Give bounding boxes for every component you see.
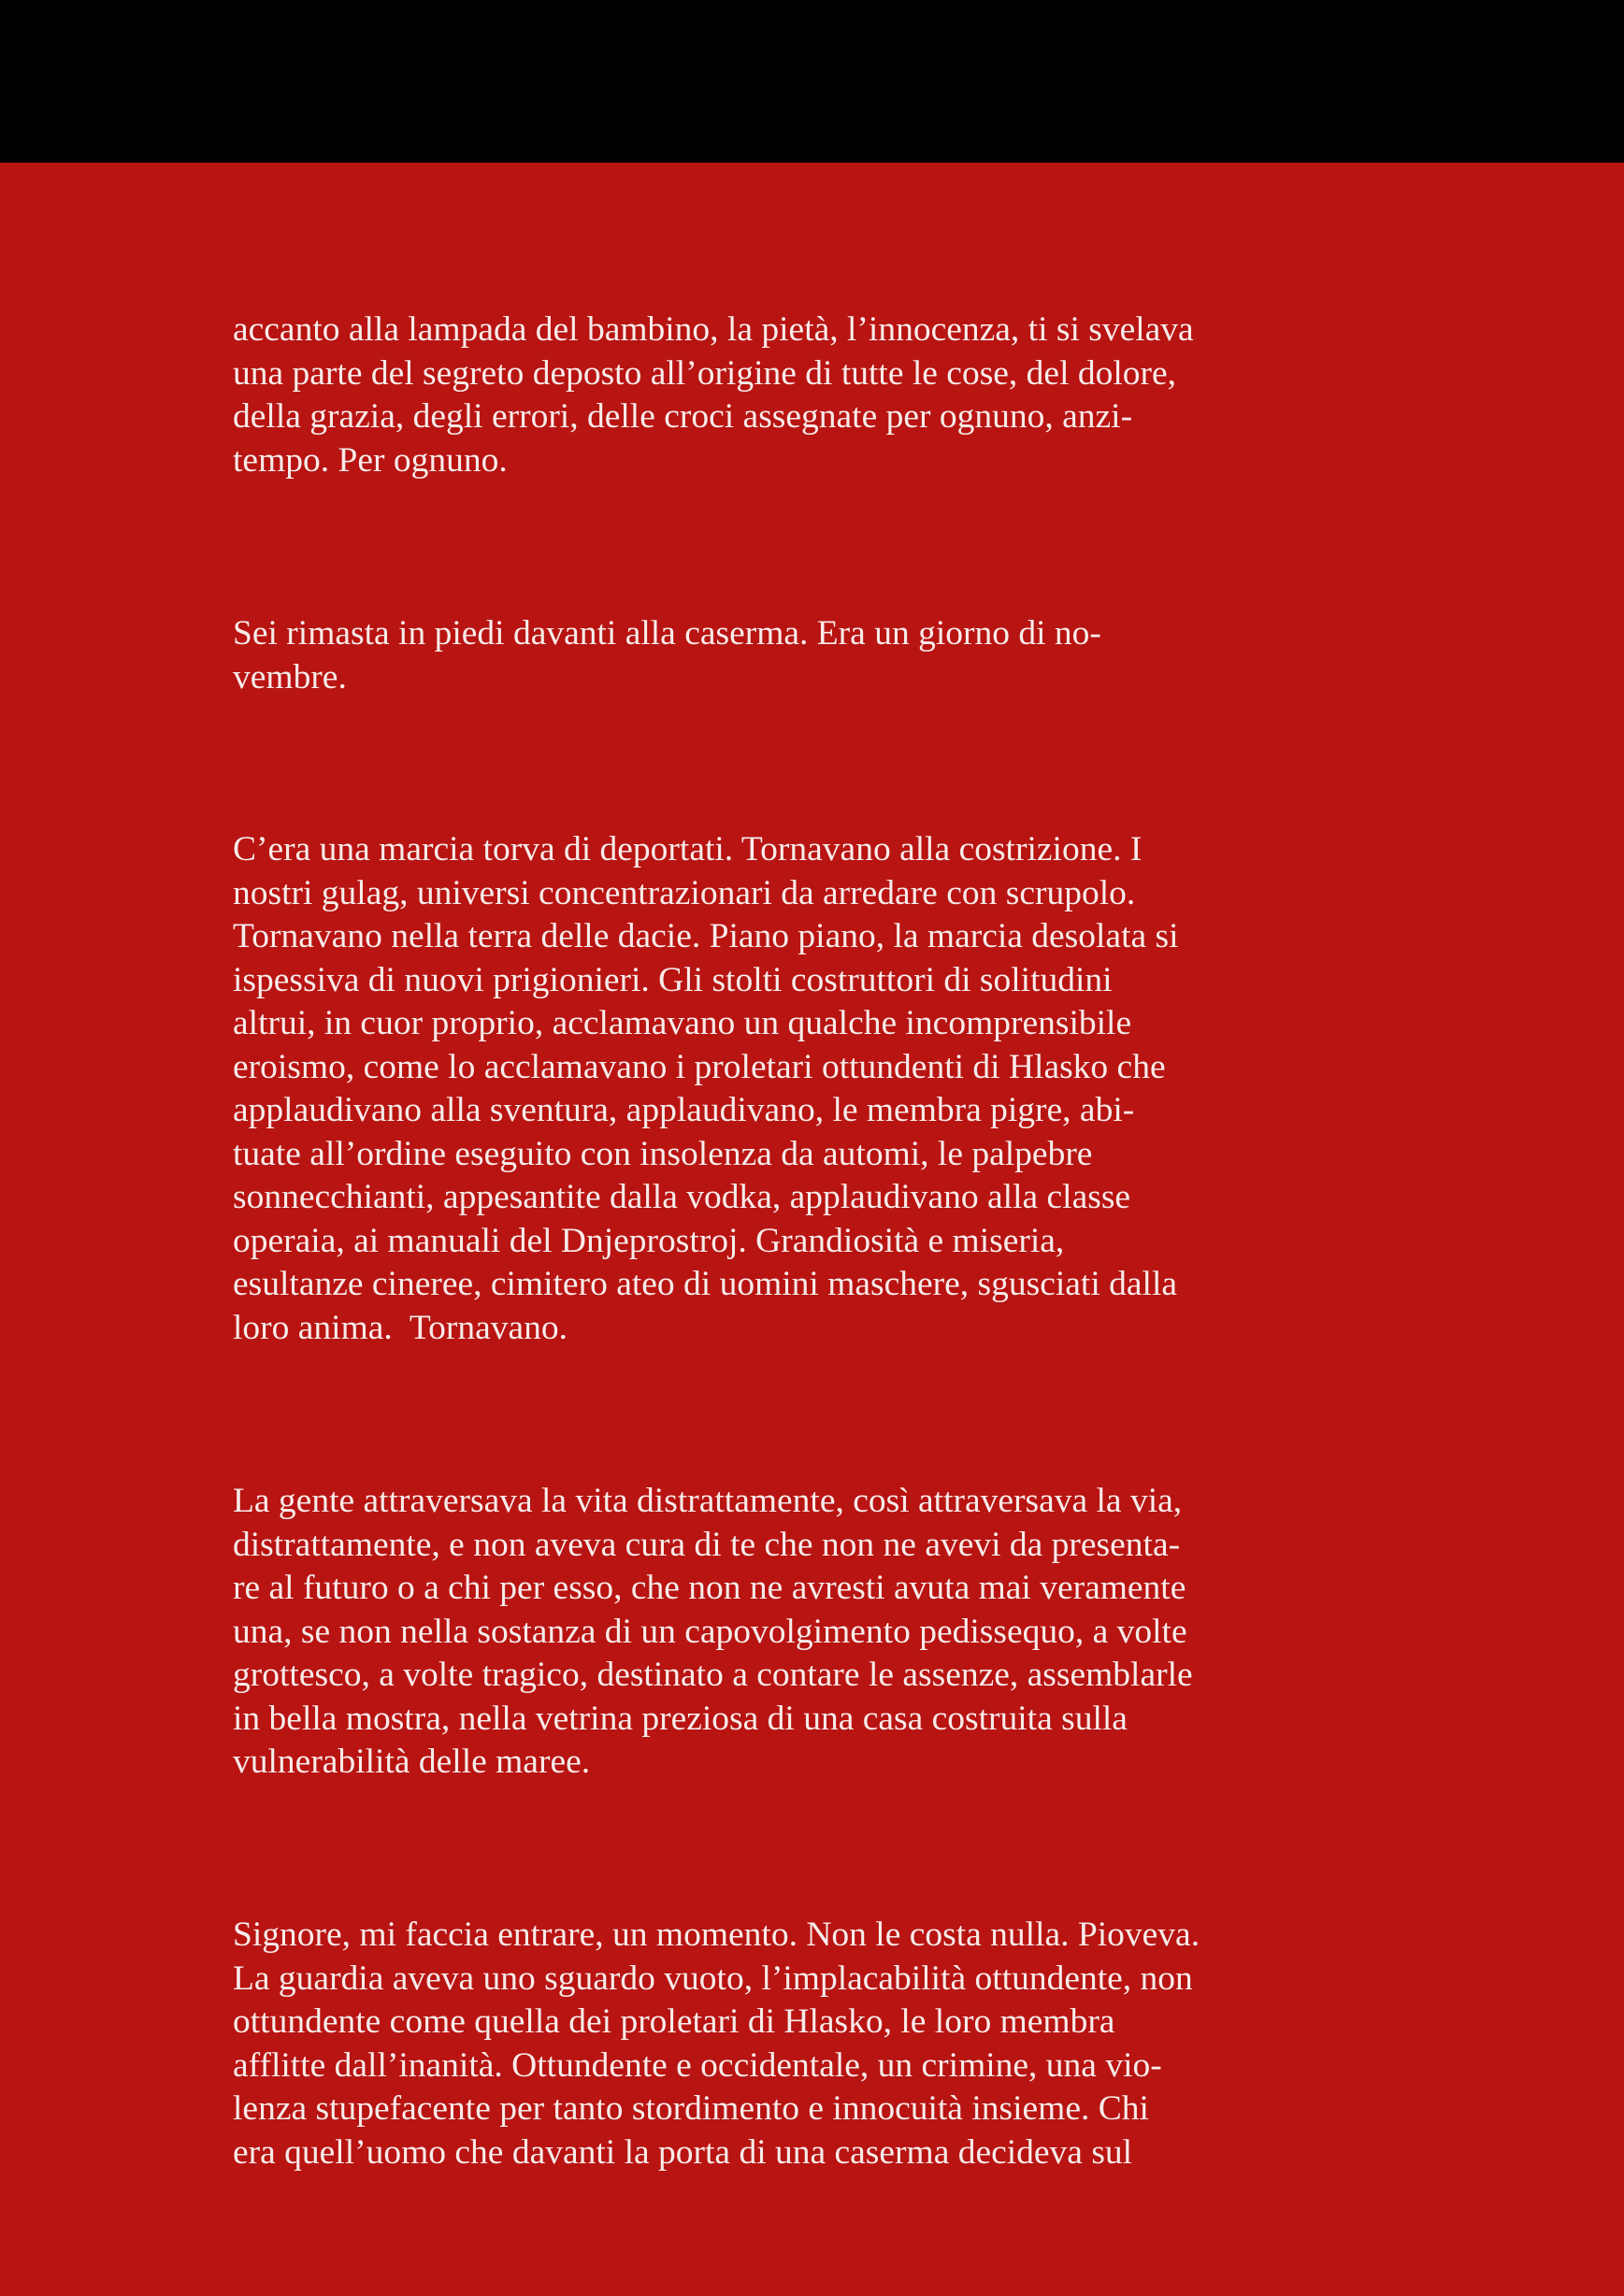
text-line: nostri gulag, universi concentrazionari da arredare con scrupolo. xyxy=(233,873,1136,912)
text-line: lenza stupefacente per tanto stordimento e innocuità insieme. Chi xyxy=(233,2089,1149,2128)
text-line: loro anima. Tornavano. xyxy=(233,1308,568,1347)
paragraph-2 xyxy=(233,612,1392,699)
text-line: altrui, in cuor proprio, acclamavano un qualche incomprensibile xyxy=(233,1004,1132,1042)
text-line: C’era una marcia torva di deportati. Tornavano alla costrizione. I xyxy=(233,830,1143,868)
text-line: una parte del segreto deposto all’origine di tutte le cose, del dolore, xyxy=(233,353,1177,393)
document-page xyxy=(0,163,1624,2296)
text-line: tuate all’ordine eseguito con insolenza da automi, le palpebre xyxy=(233,1134,1093,1173)
text-line: La guardia aveva uno sguardo vuoto, l’implacabilità ottundente, non xyxy=(233,1959,1193,1998)
paragraph-3 xyxy=(233,828,1392,1350)
text-line: della grazia, degli errori, delle croci assegnate per ognuno, anzi- xyxy=(233,397,1133,436)
text-line: tempo. Per ognuno. xyxy=(233,440,508,480)
text-line: una, se non nella sostanza di un capovolgimento pedissequo, a volte xyxy=(233,1612,1187,1651)
text-line: La gente attraversava la vita distrattamente, così attraversava la via, xyxy=(233,1482,1183,1520)
text-line: ottundente come quella dei proletari di Hlasko, le loro membra xyxy=(233,2002,1115,2041)
text-line: vulnerabilità delle maree. xyxy=(233,1743,591,1781)
text-line: applaudivano alla sventura, applaudivano, le membra pigre, abi- xyxy=(233,1091,1135,1129)
text-line: re al futuro o a chi per esso, che non ne avresti avuta mai veramente xyxy=(233,1569,1186,1607)
text-line: in bella mostra, nella vetrina preziosa di una casa costruita sulla xyxy=(233,1699,1128,1738)
text-line: esultanze cineree, cimitero ateo di uomini maschere, sgusciati dalla xyxy=(233,1265,1178,1303)
text-line: Tornavano nella terra delle dacie. Piano piano, la marcia desolata si xyxy=(233,917,1179,955)
paragraph-5 xyxy=(233,1914,1392,2174)
text-line: Signore, mi faccia entrare, un momento. Non le costa nulla. Pioveva. xyxy=(233,1916,1200,1954)
paragraph-1 xyxy=(233,309,1392,482)
text-line: grottesco, a volte tragico, destinato a contare le assenze, assemblarle xyxy=(233,1656,1193,1694)
text-line: accanto alla lampada del bambino, la pietà, l’innocenza, ti si svelava xyxy=(233,310,1194,349)
text-line: afflitte dall’inanità. Ottundente e occidentale, un crimine, una vio- xyxy=(233,2045,1162,2085)
text-line: era quell’uomo che davanti la porta di una caserma decideva sul xyxy=(233,2132,1133,2172)
top-black-bar xyxy=(0,0,1624,163)
text-line: ispessiva di nuovi prigionieri. Gli stolti costruttori di solitudini xyxy=(233,960,1113,999)
text-line: sonnecchianti, appesantite dalla vodka, applaudivano alla classe xyxy=(233,1178,1131,1216)
text-line: vembre. xyxy=(233,657,347,696)
text-line: Sei rimasta in piedi davanti alla caserma. Era un giorno di no- xyxy=(233,614,1101,653)
paragraph-4 xyxy=(233,1480,1392,1785)
text-line: operaia, ai manuali del Dnjeprostroj. Grandiosità e miseria, xyxy=(233,1221,1065,1260)
text-line: eroismo, come lo acclamavano i proletari ottundenti di Hlasko che xyxy=(233,1047,1166,1086)
text-line: distrattamente, e non aveva cura di te che non ne avevi da presenta- xyxy=(233,1525,1181,1564)
